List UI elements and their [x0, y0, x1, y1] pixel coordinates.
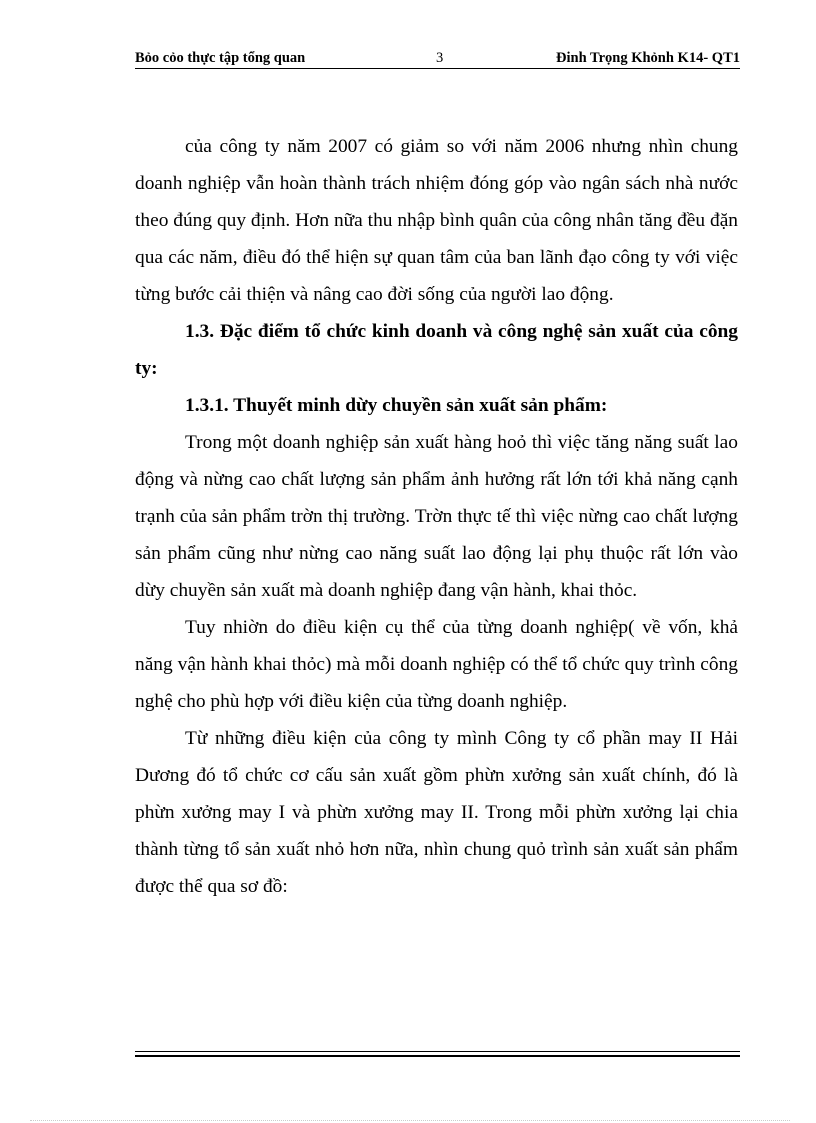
section-heading-1-3: 1.3. Đặc điểm tổ chức kinh doanh và công nghệ sản xuất của công ty:	[135, 321, 738, 379]
page-header	[135, 50, 740, 70]
subsection-heading-1-3-1: 1.3.1. Thuyết minh dừy chuyền sản xuất sản phẩm:	[185, 395, 608, 416]
footer-divider-thin	[135, 1051, 740, 1052]
header-author: Đinh Trọng Khỏnh K14- QT1	[556, 50, 740, 66]
paragraph-productivity: Trong một doanh nghiệp sản xuất hàng hoỏ thì việc tăng năng suất lao động và nừng cao chất lượng sản phẩm ảnh hưởng rất lớn tới khả năng cạnh trạnh của sản phẩm trờn thị trường. Trờn thực tế thì việc nừng cao chất lượng sản phẩm cũng như nừng cao năng suất lao động lại phụ thuộc rất lớn vào dừy chuyền sản xuất mà doanh nghiệp đang vận hành, khai thỏc.	[135, 432, 738, 601]
document-body	[135, 128, 738, 905]
paragraph-conditions: Tuy nhiờn do điều kiện cụ thể của từng doanh nghiệp( về vốn, khả năng vận hành khai thỏc) mà mỗi doanh nghiệp có thể tổ chức quy trình công nghệ cho phù hợp với điều kiện của từng doanh nghiệp.	[135, 617, 738, 712]
footer-divider-thick	[135, 1055, 740, 1057]
paragraph-structure: Từ những điều kiện của công ty mình Công ty cổ phần may II Hải Dương đó tổ chức cơ cấu sản xuất gồm phừn xưởng sản xuất chính, đó là phừn xưởng may I và phừn xưởng may II. Trong mỗi phừn xưởng lại chia thành từng tổ sản xuất nhỏ hơn nữa, nhìn chung quỏ trình sản xuất sản phẩm được thể qua sơ đồ:	[135, 728, 738, 897]
paragraph-tax-income: của công ty năm 2007 có giảm so với năm 2006 nhưng nhìn chung doanh nghiệp vẫn hoàn thành trách nhiệm đóng góp vào ngân sách nhà nước theo đúng quy định. Hơn nữa thu nhập bình quân của công nhân tăng đều đặn qua các năm, điều đó thể hiện sự quan tâm của ban lãnh đạo công ty với việc từng bước cải thiện và nâng cao đời sống của người lao động.	[135, 136, 738, 305]
header-divider	[135, 68, 740, 69]
page-bottom-edge	[30, 1120, 790, 1121]
header-title: Bỏo cỏo thực tập tổng quan	[135, 50, 306, 66]
page-number: 3	[436, 50, 444, 66]
